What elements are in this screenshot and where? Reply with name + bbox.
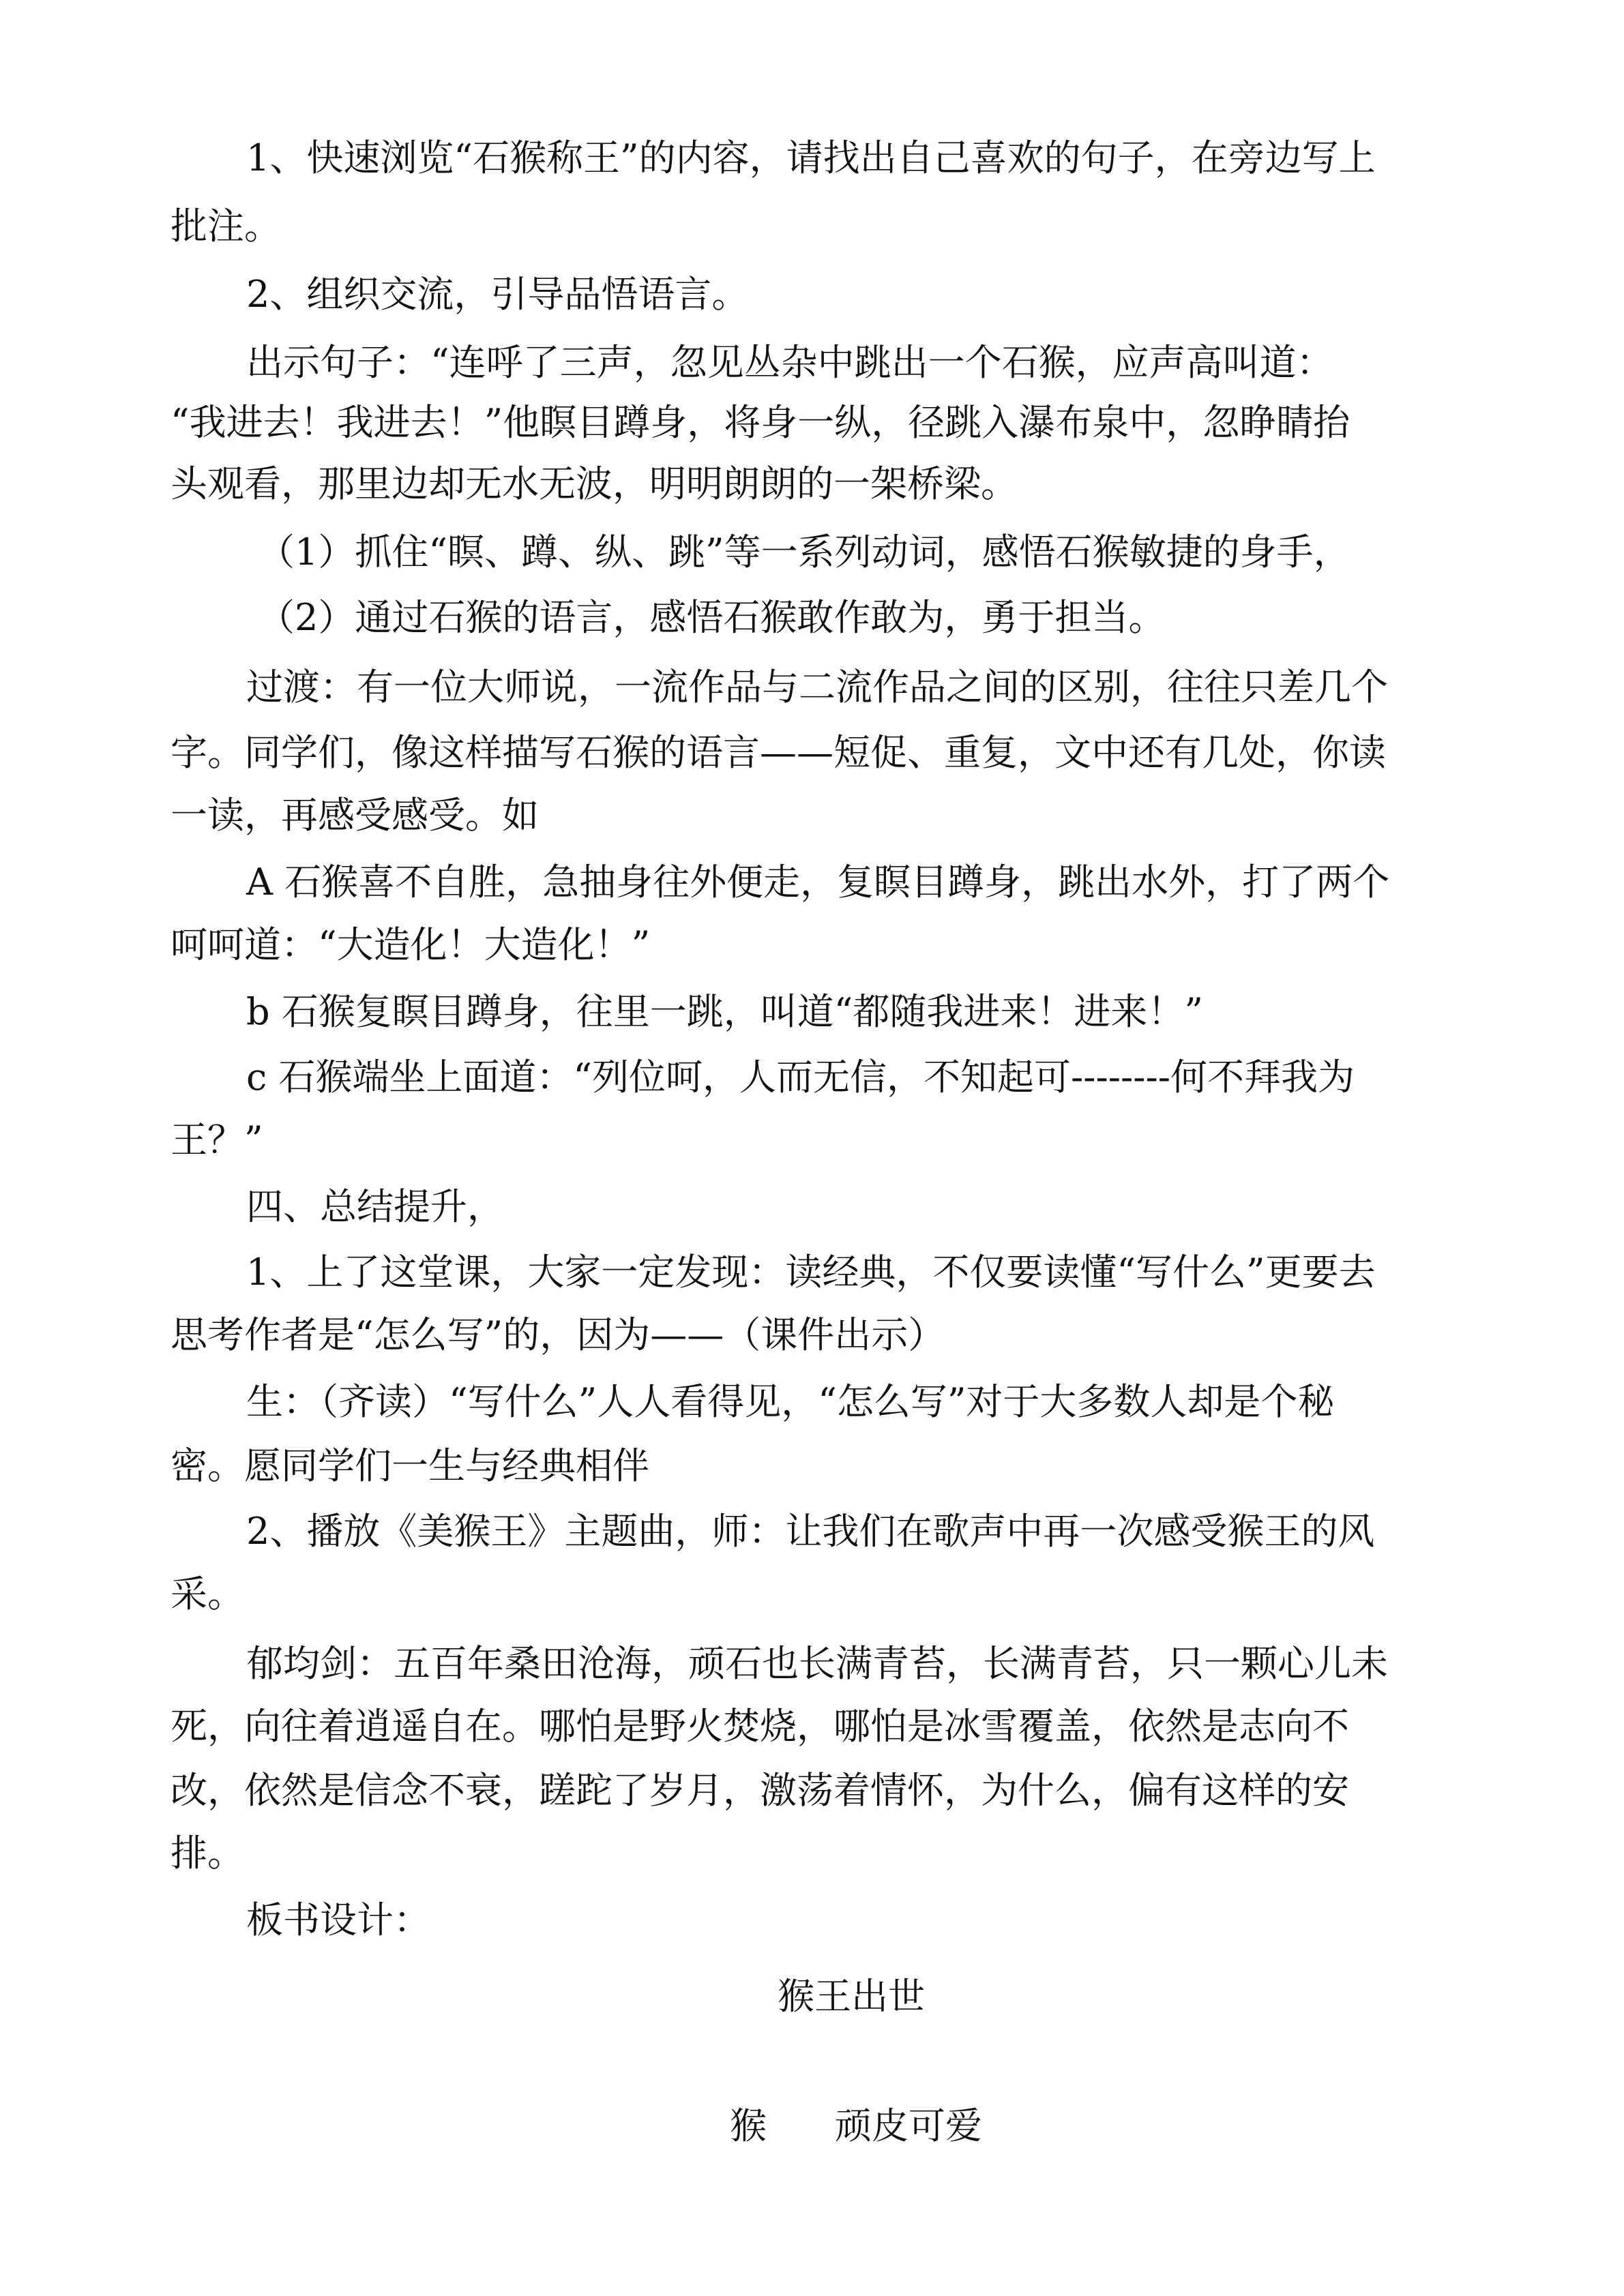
paragraph-line: 字。同学们，像这样描写石猴的语言——短促、重复，文中还有几处，你读	[171, 731, 1386, 774]
paragraph-line: 思考作者是“怎么写”的，因为——（课件出示）	[171, 1313, 945, 1356]
board-design-label: 板书设计：	[246, 1898, 430, 1941]
board-row-left: 猴	[730, 2104, 767, 2147]
board-row	[730, 2102, 982, 2151]
paragraph-line: A 石猴喜不自胜，急抽身往外便走，复瞑目蹲身，跳出水外，打了两个	[246, 861, 1390, 904]
board-row-right: 顽皮可爱	[835, 2104, 982, 2147]
paragraph-line: 采。	[171, 1572, 244, 1615]
paragraph-line: 1、上了这堂课，大家一定发现：读经典，不仅要读懂“写什么”更要去	[246, 1251, 1376, 1294]
board-title: 猴王出世	[778, 1975, 925, 2018]
paragraph-line: 改，依然是信念不衰，蹉跎了岁月，激荡着情怀，为什么，偏有这样的安	[171, 1769, 1349, 1812]
paragraph-line: 死，向往着逍遥自在。哪怕是野火焚烧，哪怕是冰雪覆盖，依然是志向不	[171, 1705, 1349, 1748]
paragraph-line: 密。愿同学们一生与经典相伴	[171, 1444, 649, 1487]
paragraph-line: 生：（齐读）“写什么”人人看得见，“怎么写”对于大多数人却是个秘	[246, 1380, 1335, 1423]
paragraph-line: 头观看，那里边却无水无波，明明朗朗的一架桥梁。	[171, 462, 1018, 505]
paragraph-line: b 石猴复瞑目蹲身，往里一跳，叫道“都随我进来！进来！”	[246, 990, 1203, 1033]
paragraph-line: 过渡：有一位大师说，一流作品与二流作品之间的区别，往往只差几个	[246, 666, 1388, 709]
paragraph-line: 出示句子：“连呼了三声，忽见丛杂中跳出一个石猴，应声高叫道：	[246, 341, 1333, 384]
paragraph-line: （1）抓住“瞑、蹲、纵、跳”等一系列动词，感悟石猴敏捷的身手，	[258, 531, 1350, 573]
paragraph-line: 批注。	[171, 205, 281, 248]
paragraph-line: 2、组织交流，引导品悟语言。	[246, 273, 749, 316]
paragraph-line: （2）通过石猴的语言，感悟石猴敢作敢为，勇于担当。	[258, 596, 1166, 639]
paragraph-line: 郁均剑：五百年桑田沧海，顽石也长满青苔，长满青苔，只一颗心儿未	[246, 1642, 1388, 1685]
paragraph-line: 排。	[171, 1832, 244, 1875]
paragraph-line: 1、快速浏览“石猴称王”的内容，请找出自己喜欢的句子，在旁边写上	[246, 136, 1376, 179]
paragraph-line: 王？”	[171, 1118, 263, 1161]
section-heading: 四、总结提升，	[246, 1185, 504, 1228]
paragraph-line: 呵呵道：“大造化！大造化！”	[171, 923, 651, 966]
paragraph-line: c 石猴端坐上面道：“列位呵，人而无信，不知起可--------何不拜我为	[246, 1056, 1355, 1099]
paragraph-line: “我进去！我进去！”他瞑目蹲身，将身一纵，径跳入瀑布泉中，忽睁睛抬	[171, 401, 1350, 444]
paragraph-line: 一读，再感受感受。如	[171, 794, 539, 837]
paragraph-line: 2、播放《美猴王》主题曲，师：让我们在歌声中再一次感受猴王的风	[246, 1510, 1375, 1553]
